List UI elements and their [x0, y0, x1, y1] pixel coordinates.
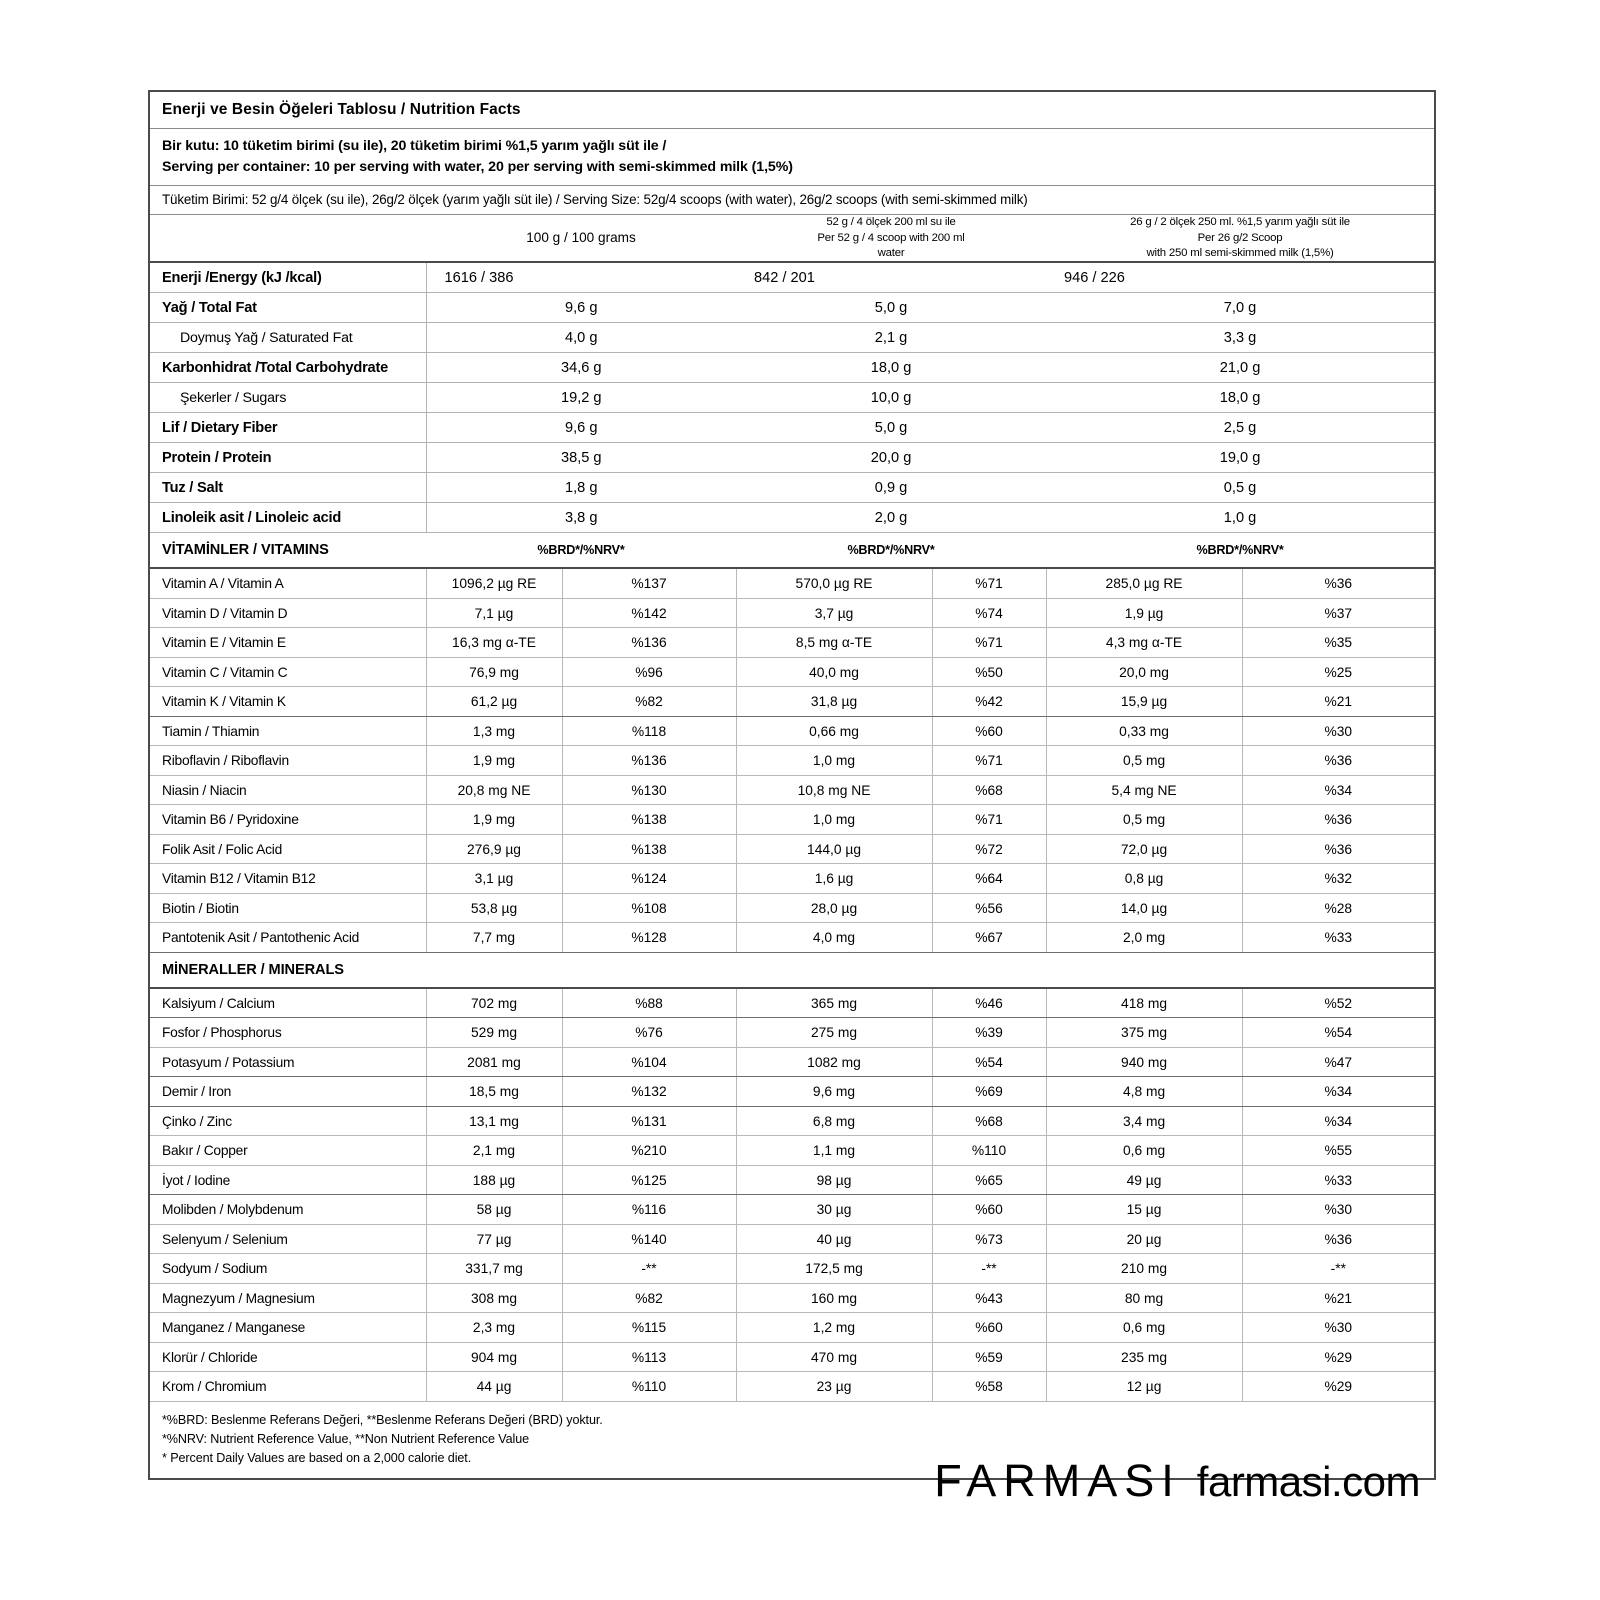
nutrient-pct-100g: %110	[562, 1372, 736, 1402]
nutrient-pct-100g: %82	[562, 687, 736, 717]
nutrient-value-water: 470 mg	[736, 1342, 932, 1372]
nutrient-label: Kalsiyum / Calcium	[150, 988, 426, 1018]
nutrient-pct-milk: %28	[1242, 893, 1434, 923]
nutrient-value-water: 570,0 µg RE	[736, 568, 932, 598]
nutrient-pct-water: %68	[932, 1106, 1046, 1136]
nutrient-pct-water: %50	[932, 657, 1046, 687]
nutrient-pct-milk: %35	[1242, 628, 1434, 658]
nutrient-value-100g: 7,7 mg	[426, 923, 562, 953]
nutrient-value-milk: 210 mg	[1046, 1254, 1242, 1284]
macro-value-100g: 1,8 g	[426, 473, 736, 503]
table-row	[150, 383, 1434, 413]
nutrient-pct-water: %60	[932, 1313, 1046, 1343]
nutrient-pct-water: %68	[932, 775, 1046, 805]
minerals-rows	[150, 988, 1434, 1402]
nutrient-pct-milk: %29	[1242, 1372, 1434, 1402]
macro-value-100g: 34,6 g	[426, 353, 736, 383]
nutrient-value-100g: 1096,2 µg RE	[426, 568, 562, 598]
servings-per-container	[150, 129, 1434, 186]
macro-label: Tuz / Salt	[150, 473, 426, 503]
vitamins-rows	[150, 568, 1434, 952]
macro-value-water: 10,0 g	[736, 383, 1046, 413]
nutrient-value-100g: 20,8 mg NE	[426, 775, 562, 805]
nutrient-value-water: 144,0 µg	[736, 834, 932, 864]
nutrient-value-milk: 4,8 mg	[1046, 1077, 1242, 1107]
nutrient-value-water: 0,66 mg	[736, 716, 932, 746]
nutrient-value-water: 23 µg	[736, 1372, 932, 1402]
nutrient-value-water: 31,8 µg	[736, 687, 932, 717]
nutrient-value-100g: 61,2 µg	[426, 687, 562, 717]
brand-footer	[934, 1455, 1420, 1507]
nutrient-pct-milk: %32	[1242, 864, 1434, 894]
macro-value-100g: 1616 / 386	[426, 262, 736, 293]
nutrient-value-milk: 15 µg	[1046, 1195, 1242, 1225]
nutrient-pct-100g: %136	[562, 746, 736, 776]
nutrient-label: Manganez / Manganese	[150, 1313, 426, 1343]
macro-value-milk: 2,5 g	[1046, 413, 1434, 443]
nutrient-value-water: 275 mg	[736, 1018, 932, 1048]
nutrient-value-milk: 235 mg	[1046, 1342, 1242, 1372]
macro-label: Yağ / Total Fat	[150, 293, 426, 323]
nutrient-pct-milk: %47	[1242, 1047, 1434, 1077]
nutrient-pct-milk: %54	[1242, 1018, 1434, 1048]
nutrient-label: Vitamin K / Vitamin K	[150, 687, 426, 717]
nutrient-value-water: 1,0 mg	[736, 805, 932, 835]
nutrient-pct-100g: -**	[562, 1254, 736, 1284]
nutrient-pct-milk: %34	[1242, 1077, 1434, 1107]
nutrient-pct-water: %60	[932, 1195, 1046, 1225]
column-header-water-tr: 52 g / 4 ölçek 200 ml su ile	[826, 216, 956, 229]
nutrient-pct-100g: %136	[562, 628, 736, 658]
nutrient-value-water: 1,0 mg	[736, 746, 932, 776]
table-row	[150, 716, 1434, 746]
nutrient-pct-milk: %55	[1242, 1136, 1434, 1166]
column-header-milk-tr: 26 g / 2 ölçek 250 ml. %1,5 yarım yağlı süt ile	[1130, 216, 1350, 229]
nutrient-label: Vitamin B12 / Vitamin B12	[150, 864, 426, 894]
nutrient-pct-water: %71	[932, 746, 1046, 776]
nutrient-value-100g: 16,3 mg α-TE	[426, 628, 562, 658]
nutrient-pct-water: %59	[932, 1342, 1046, 1372]
nutrient-label: İyot / Iodine	[150, 1165, 426, 1195]
column-header-100g: 100 g / 100 grams	[526, 230, 636, 246]
nutrient-value-milk: 1,9 µg	[1046, 598, 1242, 628]
nutrient-pct-milk: %25	[1242, 657, 1434, 687]
nutrient-value-100g: 904 mg	[426, 1342, 562, 1372]
nutrient-value-100g: 77 µg	[426, 1224, 562, 1254]
nutrient-pct-water: %69	[932, 1077, 1046, 1107]
macro-label: Linoleik asit / Linoleic acid	[150, 503, 426, 533]
nutrient-value-milk: 49 µg	[1046, 1165, 1242, 1195]
nutrient-pct-milk: %36	[1242, 805, 1434, 835]
table-row	[150, 834, 1434, 864]
nutrient-pct-milk: %30	[1242, 716, 1434, 746]
table-row	[150, 1165, 1434, 1195]
macro-value-water: 18,0 g	[736, 353, 1046, 383]
nutrient-pct-milk: %37	[1242, 598, 1434, 628]
nutrient-pct-100g: %128	[562, 923, 736, 953]
farmasi-domain[interactable]: farmasi.com	[1196, 1458, 1420, 1505]
table-row	[150, 893, 1434, 923]
table-row	[150, 864, 1434, 894]
macro-value-water: 842 / 201	[736, 262, 1046, 293]
macro-value-100g: 9,6 g	[426, 293, 736, 323]
nutrient-pct-water: %58	[932, 1372, 1046, 1402]
table-row	[150, 413, 1434, 443]
nutrient-pct-water: %71	[932, 568, 1046, 598]
macro-value-milk: 19,0 g	[1046, 443, 1434, 473]
nutrient-pct-100g: %125	[562, 1165, 736, 1195]
nutrient-pct-water: %110	[932, 1136, 1046, 1166]
nutrient-pct-milk: %34	[1242, 775, 1434, 805]
nutrient-value-milk: 3,4 mg	[1046, 1106, 1242, 1136]
table-row	[150, 598, 1434, 628]
nutrient-value-100g: 2081 mg	[426, 1047, 562, 1077]
nutrient-value-100g: 529 mg	[426, 1018, 562, 1048]
table-row	[150, 1106, 1434, 1136]
macro-value-milk: 0,5 g	[1046, 473, 1434, 503]
nutrient-pct-water: %43	[932, 1283, 1046, 1313]
nutrient-pct-milk: %29	[1242, 1342, 1434, 1372]
nutrient-pct-100g: %115	[562, 1313, 736, 1343]
nutrient-label: Folik Asit / Folic Acid	[150, 834, 426, 864]
nutrient-pct-100g: %108	[562, 893, 736, 923]
macro-value-100g: 4,0 g	[426, 323, 736, 353]
nutrient-value-milk: 0,8 µg	[1046, 864, 1242, 894]
table-row	[150, 323, 1434, 353]
table-row	[150, 473, 1434, 503]
nutrient-pct-milk: %34	[1242, 1106, 1434, 1136]
column-header-blank	[150, 215, 426, 262]
nutrient-label: Krom / Chromium	[150, 1372, 426, 1402]
macro-value-100g: 38,5 g	[426, 443, 736, 473]
nutrient-pct-100g: %130	[562, 775, 736, 805]
nutrient-value-100g: 3,1 µg	[426, 864, 562, 894]
table-row	[150, 775, 1434, 805]
nutrient-pct-water: %67	[932, 923, 1046, 953]
nutrient-pct-milk: %21	[1242, 1283, 1434, 1313]
macro-label: Enerji /Energy (kJ /kcal)	[150, 262, 426, 293]
nutrient-value-100g: 53,8 µg	[426, 893, 562, 923]
nutrient-pct-water: %65	[932, 1165, 1046, 1195]
nutrient-value-water: 1,6 µg	[736, 864, 932, 894]
column-header-milk	[1046, 215, 1434, 262]
nutrient-label: Molibden / Molybdenum	[150, 1195, 426, 1225]
nutrient-value-milk: 20,0 mg	[1046, 657, 1242, 687]
table-row	[150, 657, 1434, 687]
nutrient-pct-milk: %30	[1242, 1313, 1434, 1343]
table-row	[150, 628, 1434, 658]
nutrient-pct-water: %72	[932, 834, 1046, 864]
nutrient-value-100g: 13,1 mg	[426, 1106, 562, 1136]
nutrient-value-milk: 285,0 µg RE	[1046, 568, 1242, 598]
nutrient-pct-milk: %30	[1242, 1195, 1434, 1225]
nutrient-label: Çinko / Zinc	[150, 1106, 426, 1136]
nutrient-pct-100g: %131	[562, 1106, 736, 1136]
nutrient-label: Vitamin D / Vitamin D	[150, 598, 426, 628]
servings-line-tr: Bir kutu: 10 tüketim birimi (su ile), 20 tüketim birimi %1,5 yarım yağlı süt ile /	[162, 138, 667, 154]
nutrient-value-milk: 72,0 µg	[1046, 834, 1242, 864]
table-row	[150, 1283, 1434, 1313]
nutrient-value-milk: 14,0 µg	[1046, 893, 1242, 923]
nutrient-pct-100g: %113	[562, 1342, 736, 1372]
table-row	[150, 1047, 1434, 1077]
footnote-brd: *%BRD: Beslenme Referans Değeri, **Beslenme Referans Değeri (BRD) yoktur.	[162, 1412, 603, 1427]
footnote-nrv: *%NRV: Nutrient Reference Value, **Non Nutrient Reference Value	[162, 1431, 530, 1446]
nutrient-value-100g: 2,1 mg	[426, 1136, 562, 1166]
nutrient-value-water: 30 µg	[736, 1195, 932, 1225]
macro-value-water: 2,0 g	[736, 503, 1046, 533]
nrv-header-milk: %BRD*/%NRV*	[1046, 533, 1434, 569]
nutrient-label: Bakır / Copper	[150, 1136, 426, 1166]
column-header-row	[150, 215, 1434, 262]
nutrient-value-100g: 2,3 mg	[426, 1313, 562, 1343]
nutrient-value-100g: 1,9 mg	[426, 805, 562, 835]
nutrient-pct-100g: %142	[562, 598, 736, 628]
macro-value-100g: 19,2 g	[426, 383, 736, 413]
nutrient-label: Vitamin B6 / Pyridoxine	[150, 805, 426, 835]
nutrient-value-milk: 15,9 µg	[1046, 687, 1242, 717]
nutrient-value-milk: 80 mg	[1046, 1283, 1242, 1313]
nutrient-value-milk: 418 mg	[1046, 988, 1242, 1018]
nutrient-label: Fosfor / Phosphorus	[150, 1018, 426, 1048]
nutrient-pct-milk: %36	[1242, 568, 1434, 598]
table-row	[150, 923, 1434, 953]
table-row	[150, 568, 1434, 598]
table-row	[150, 443, 1434, 473]
macro-value-milk: 7,0 g	[1046, 293, 1434, 323]
nutrient-value-milk: 20 µg	[1046, 1224, 1242, 1254]
nutrient-label: Tiamin / Thiamin	[150, 716, 426, 746]
nutrient-pct-100g: %210	[562, 1136, 736, 1166]
macro-value-milk: 18,0 g	[1046, 383, 1434, 413]
nutrient-value-100g: 44 µg	[426, 1372, 562, 1402]
nutrient-value-100g: 331,7 mg	[426, 1254, 562, 1284]
nutrient-pct-100g: %140	[562, 1224, 736, 1254]
nutrient-value-water: 1,1 mg	[736, 1136, 932, 1166]
column-header-water-en: Per 52 g / 4 scoop with 200 ml	[817, 231, 965, 244]
macro-value-milk: 946 / 226	[1046, 262, 1434, 293]
column-header-milk-en2: with 250 ml semi-skimmed milk (1,5%)	[1146, 246, 1334, 259]
nutrient-label: Biotin / Biotin	[150, 893, 426, 923]
table-row	[150, 1077, 1434, 1107]
table-row	[150, 988, 1434, 1018]
macro-value-milk: 3,3 g	[1046, 323, 1434, 353]
nutrient-pct-100g: %124	[562, 864, 736, 894]
macro-value-milk: 1,0 g	[1046, 503, 1434, 533]
column-header-water-en2: water	[877, 246, 905, 259]
nutrient-value-water: 1,2 mg	[736, 1313, 932, 1343]
nutrient-pct-100g: %118	[562, 716, 736, 746]
table-row	[150, 262, 1434, 293]
nutrient-pct-100g: %138	[562, 834, 736, 864]
nutrient-value-100g: 7,1 µg	[426, 598, 562, 628]
nutrient-value-100g: 188 µg	[426, 1165, 562, 1195]
macro-value-water: 5,0 g	[736, 293, 1046, 323]
nutrient-pct-milk: %52	[1242, 988, 1434, 1018]
nutrient-pct-water: %60	[932, 716, 1046, 746]
table-row	[150, 1313, 1434, 1343]
nutrient-pct-water: %73	[932, 1224, 1046, 1254]
nutrition-facts-panel	[148, 90, 1436, 1480]
table-row	[150, 503, 1434, 533]
nutrient-label: Pantotenik Asit / Pantothenic Acid	[150, 923, 426, 953]
nutrient-pct-milk: -**	[1242, 1254, 1434, 1284]
column-header-water	[736, 215, 1046, 262]
minerals-section-label: MİNERALLER / MINERALS	[162, 961, 344, 978]
macro-label: Karbonhidrat /Total Carbohydrate	[150, 353, 426, 383]
panel-title: Enerji ve Besin Öğeleri Tablosu / Nutrition Facts	[150, 92, 1434, 129]
nutrient-value-milk: 940 mg	[1046, 1047, 1242, 1077]
nutrient-label: Niasin / Niacin	[150, 775, 426, 805]
table-row	[150, 805, 1434, 835]
nutrient-value-100g: 58 µg	[426, 1195, 562, 1225]
nutrient-value-100g: 1,3 mg	[426, 716, 562, 746]
nutrient-pct-100g: %104	[562, 1047, 736, 1077]
nutrient-pct-water: %54	[932, 1047, 1046, 1077]
nutrient-pct-100g: %137	[562, 568, 736, 598]
macro-value-100g: 3,8 g	[426, 503, 736, 533]
nutrient-label: Sodyum / Sodium	[150, 1254, 426, 1284]
nutrient-pct-100g: %88	[562, 988, 736, 1018]
table-row	[150, 1195, 1434, 1225]
macro-value-milk: 21,0 g	[1046, 353, 1434, 383]
nutrient-pct-water: %71	[932, 628, 1046, 658]
nutrient-value-milk: 0,33 mg	[1046, 716, 1242, 746]
nutrient-pct-milk: %33	[1242, 923, 1434, 953]
nutrient-pct-100g: %76	[562, 1018, 736, 1048]
nutrient-value-water: 10,8 mg NE	[736, 775, 932, 805]
nutrient-value-water: 98 µg	[736, 1165, 932, 1195]
vitamins-section-label: VİTAMİNLER / VITAMINS	[150, 533, 426, 569]
nutrient-label: Vitamin C / Vitamin C	[150, 657, 426, 687]
macro-value-water: 2,1 g	[736, 323, 1046, 353]
nutrient-value-100g: 276,9 µg	[426, 834, 562, 864]
nutrient-value-100g: 76,9 mg	[426, 657, 562, 687]
nutrient-pct-milk: %36	[1242, 834, 1434, 864]
nutrient-value-100g: 702 mg	[426, 988, 562, 1018]
nrv-header-100g: %BRD*/%NRV*	[426, 533, 736, 569]
nutrient-value-water: 6,8 mg	[736, 1106, 932, 1136]
macro-value-water: 0,9 g	[736, 473, 1046, 503]
nutrient-pct-water: %39	[932, 1018, 1046, 1048]
macro-value-water: 20,0 g	[736, 443, 1046, 473]
macro-label: Protein / Protein	[150, 443, 426, 473]
nutrient-label: Potasyum / Potassium	[150, 1047, 426, 1077]
nutrient-label: Selenyum / Selenium	[150, 1224, 426, 1254]
vitamins-section-header	[150, 533, 1434, 569]
minerals-section-blank	[1046, 952, 1434, 988]
nutrient-value-water: 40,0 mg	[736, 657, 932, 687]
nutrient-value-water: 28,0 µg	[736, 893, 932, 923]
nutrient-value-100g: 308 mg	[426, 1283, 562, 1313]
nutrient-pct-milk: %33	[1242, 1165, 1434, 1195]
nutrient-value-water: 40 µg	[736, 1224, 932, 1254]
nutrient-pct-water: %74	[932, 598, 1046, 628]
table-row	[150, 1018, 1434, 1048]
table-row	[150, 687, 1434, 717]
nutrient-pct-milk: %36	[1242, 1224, 1434, 1254]
nutrient-pct-100g: %96	[562, 657, 736, 687]
farmasi-logo: FARMASI	[934, 1455, 1181, 1506]
nutrient-value-milk: 0,5 mg	[1046, 746, 1242, 776]
nutrient-value-water: 172,5 mg	[736, 1254, 932, 1284]
nutrient-label: Demir / Iron	[150, 1077, 426, 1107]
table-row	[150, 1254, 1434, 1284]
table-row	[150, 1372, 1434, 1402]
nutrient-value-water: 4,0 mg	[736, 923, 932, 953]
nutrient-value-water: 1082 mg	[736, 1047, 932, 1077]
nutrient-value-100g: 1,9 mg	[426, 746, 562, 776]
nutrient-pct-water: %46	[932, 988, 1046, 1018]
nutrient-label: Klorür / Chloride	[150, 1342, 426, 1372]
nutrient-pct-water: -**	[932, 1254, 1046, 1284]
footnote-dv: * Percent Daily Values are based on a 2,000 calorie diet.	[162, 1450, 472, 1465]
nutrient-value-water: 8,5 mg α-TE	[736, 628, 932, 658]
nutrient-pct-100g: %138	[562, 805, 736, 835]
macro-value-water: 5,0 g	[736, 413, 1046, 443]
nutrient-pct-milk: %36	[1242, 746, 1434, 776]
nutrient-pct-water: %64	[932, 864, 1046, 894]
nutrient-pct-water: %56	[932, 893, 1046, 923]
nutrient-value-milk: 375 mg	[1046, 1018, 1242, 1048]
macro-label: Doymuş Yağ / Saturated Fat	[150, 323, 426, 353]
nutrient-value-milk: 0,6 mg	[1046, 1313, 1242, 1343]
nutrient-label: Vitamin A / Vitamin A	[150, 568, 426, 598]
nutrition-table	[150, 215, 1434, 1402]
nutrient-value-milk: 12 µg	[1046, 1372, 1242, 1402]
servings-line-en: Serving per container: 10 per serving with water, 20 per serving with semi-skimmed milk (1,5%)	[162, 158, 793, 175]
nutrient-label: Vitamin E / Vitamin E	[150, 628, 426, 658]
nutrient-value-milk: 0,5 mg	[1046, 805, 1242, 835]
macro-section	[150, 262, 1434, 533]
nutrient-value-milk: 5,4 mg NE	[1046, 775, 1242, 805]
serving-size: Tüketim Birimi: 52 g/4 ölçek (su ile), 26g/2 ölçek (yarım yağlı süt ile) / Serving Size: 52g/4 scoops (with water), 26g/2 scoops (with semi-skimmed milk)	[150, 186, 1434, 215]
table-row	[150, 1136, 1434, 1166]
nutrient-pct-milk: %21	[1242, 687, 1434, 717]
table-row	[150, 293, 1434, 323]
nutrient-value-milk: 2,0 mg	[1046, 923, 1242, 953]
nutrient-value-water: 160 mg	[736, 1283, 932, 1313]
nutrient-pct-100g: %132	[562, 1077, 736, 1107]
nutrient-value-water: 3,7 µg	[736, 598, 932, 628]
nrv-header-water: %BRD*/%NRV*	[736, 533, 1046, 569]
table-row	[150, 353, 1434, 383]
nutrient-value-water: 9,6 mg	[736, 1077, 932, 1107]
nutrient-pct-100g: %116	[562, 1195, 736, 1225]
macro-label: Lif / Dietary Fiber	[150, 413, 426, 443]
minerals-section-header	[150, 952, 1434, 988]
column-header-milk-en: Per 26 g/2 Scoop	[1197, 231, 1283, 244]
nutrient-value-milk: 0,6 mg	[1046, 1136, 1242, 1166]
nutrient-value-100g: 18,5 mg	[426, 1077, 562, 1107]
nutrient-value-water: 365 mg	[736, 988, 932, 1018]
table-row	[150, 1224, 1434, 1254]
macro-label: Şekerler / Sugars	[150, 383, 426, 413]
nutrient-value-milk: 4,3 mg α-TE	[1046, 628, 1242, 658]
table-row	[150, 1342, 1434, 1372]
nutrient-pct-water: %71	[932, 805, 1046, 835]
nutrient-pct-100g: %82	[562, 1283, 736, 1313]
table-row	[150, 746, 1434, 776]
macro-value-100g: 9,6 g	[426, 413, 736, 443]
nutrient-label: Riboflavin / Riboflavin	[150, 746, 426, 776]
nutrient-label: Magnezyum / Magnesium	[150, 1283, 426, 1313]
nutrient-pct-water: %42	[932, 687, 1046, 717]
